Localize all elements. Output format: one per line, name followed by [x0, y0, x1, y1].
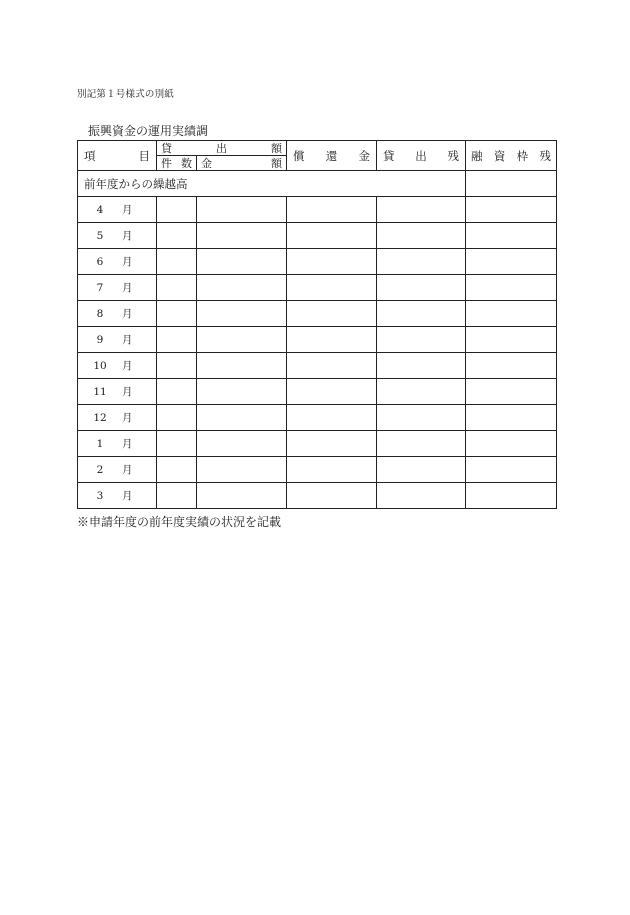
month-label-cell	[78, 197, 157, 223]
financing-balance-cell	[466, 301, 557, 327]
month-label-cell	[78, 353, 157, 379]
month-row	[78, 353, 557, 379]
amount-cell	[197, 275, 287, 301]
repayment-cell	[287, 197, 377, 223]
month-unit: 月	[122, 334, 133, 346]
loan-balance-cell	[377, 223, 466, 249]
month-label-cell	[78, 327, 157, 353]
form-reference-header: 別記第１号様式の別紙	[77, 89, 175, 100]
loan-balance-cell	[377, 483, 466, 509]
count-cell	[157, 379, 197, 405]
repayment-cell	[287, 483, 377, 509]
count-cell	[157, 405, 197, 431]
financing-balance-cell	[466, 405, 557, 431]
month-row	[78, 197, 557, 223]
month-number: 6	[96, 255, 104, 268]
header-loan-amount-char-3: 額	[271, 141, 282, 155]
amount-cell	[197, 301, 287, 327]
repayment-cell	[287, 405, 377, 431]
header-loan-amount-char-1: 貸	[161, 141, 172, 155]
repayment-cell	[287, 249, 377, 275]
table-title: 振興資金の運用実績調	[88, 124, 209, 138]
repayment-cell	[287, 353, 377, 379]
count-cell	[157, 197, 197, 223]
month-label-cell	[78, 249, 157, 275]
repayment-cell	[287, 275, 377, 301]
carryover-label: 前年度からの繰越高	[84, 176, 188, 191]
header-repayment-char-2: 還	[325, 148, 338, 163]
count-cell	[157, 457, 197, 483]
header-amount-char-2: 額	[271, 156, 282, 170]
loan-balance-cell	[377, 457, 466, 483]
repayment-cell	[287, 457, 377, 483]
month-number: 1	[96, 437, 104, 450]
month-number: 3	[96, 489, 104, 502]
header-count	[157, 156, 197, 171]
header-count-char-1: 件	[161, 156, 172, 170]
month-unit: 月	[122, 386, 133, 398]
header-item-char-1: 項	[84, 148, 96, 163]
operation-results-table	[77, 140, 557, 509]
month-row	[78, 431, 557, 457]
loan-balance-cell	[377, 301, 466, 327]
header-row	[78, 141, 557, 156]
repayment-cell	[287, 327, 377, 353]
count-cell	[157, 431, 197, 457]
month-unit: 月	[122, 412, 133, 424]
month-number: 12	[93, 411, 107, 424]
header-loan-balance-char-3: 残	[447, 148, 459, 163]
loan-balance-cell	[377, 249, 466, 275]
month-row	[78, 379, 557, 405]
amount-cell	[197, 431, 287, 457]
month-row	[78, 301, 557, 327]
month-number: 4	[96, 203, 104, 216]
header-financing-balance-char-3: 枠	[516, 148, 529, 163]
count-cell	[157, 275, 197, 301]
header-item-char-2: 目	[138, 148, 150, 163]
loan-balance-cell	[377, 327, 466, 353]
count-cell	[157, 223, 197, 249]
count-cell	[157, 327, 197, 353]
amount-cell	[197, 197, 287, 223]
repayment-cell	[287, 379, 377, 405]
header-loan-balance-char-1: 貸	[383, 148, 395, 163]
header-amount-char-1: 金	[201, 156, 212, 170]
month-number: 2	[96, 463, 104, 476]
loan-balance-cell	[377, 431, 466, 457]
header-item	[78, 141, 157, 171]
month-label-cell	[78, 457, 157, 483]
amount-cell	[197, 327, 287, 353]
header-repayment-char-1: 償	[293, 148, 305, 163]
month-unit: 月	[122, 308, 133, 320]
month-unit: 月	[122, 282, 133, 294]
header-financing-balance	[466, 141, 557, 171]
month-label-cell	[78, 405, 157, 431]
loan-balance-cell	[377, 405, 466, 431]
loan-balance-cell	[377, 275, 466, 301]
header-loan-balance-char-2: 出	[415, 148, 427, 163]
amount-cell	[197, 379, 287, 405]
amount-cell	[197, 483, 287, 509]
carryover-financing-balance-cell	[466, 171, 557, 197]
month-unit: 月	[122, 256, 133, 268]
carryover-row	[78, 171, 557, 197]
month-row	[78, 405, 557, 431]
count-cell	[157, 301, 197, 327]
month-unit: 月	[122, 490, 133, 502]
footnote: ※申請年度の前年度実績の状況を記載	[77, 515, 282, 529]
financing-balance-cell	[466, 483, 557, 509]
amount-cell	[197, 249, 287, 275]
repayment-cell	[287, 223, 377, 249]
month-label-cell	[78, 431, 157, 457]
month-label-cell	[78, 379, 157, 405]
month-label-cell	[78, 301, 157, 327]
month-unit: 月	[122, 360, 133, 372]
month-number: 7	[96, 281, 104, 294]
month-row	[78, 457, 557, 483]
month-label-cell	[78, 483, 157, 509]
carryover-label-cell	[78, 171, 466, 197]
header-financing-balance-char-2: 資	[493, 148, 506, 163]
header-repayment	[287, 141, 377, 171]
header-amount	[197, 156, 287, 171]
header-financing-balance-char-1: 融	[471, 148, 483, 163]
header-financing-balance-char-4: 残	[539, 148, 551, 163]
repayment-cell	[287, 431, 377, 457]
month-number: 10	[93, 359, 107, 372]
month-number: 11	[93, 385, 107, 398]
financing-balance-cell	[466, 379, 557, 405]
header-repayment-char-3: 金	[358, 148, 370, 163]
count-cell	[157, 249, 197, 275]
month-row	[78, 223, 557, 249]
financing-balance-cell	[466, 223, 557, 249]
amount-cell	[197, 457, 287, 483]
amount-cell	[197, 405, 287, 431]
financing-balance-cell	[466, 197, 557, 223]
financing-balance-cell	[466, 249, 557, 275]
month-row	[78, 249, 557, 275]
month-unit: 月	[122, 464, 133, 476]
month-unit: 月	[122, 438, 133, 450]
month-number: 8	[96, 307, 104, 320]
financing-balance-cell	[466, 353, 557, 379]
loan-balance-cell	[377, 197, 466, 223]
loan-balance-cell	[377, 353, 466, 379]
financing-balance-cell	[466, 327, 557, 353]
amount-cell	[197, 353, 287, 379]
month-row	[78, 275, 557, 301]
financing-balance-cell	[466, 275, 557, 301]
loan-balance-cell	[377, 379, 466, 405]
header-loan-amount	[157, 141, 287, 156]
month-label-cell	[78, 223, 157, 249]
count-cell	[157, 483, 197, 509]
month-number: 9	[96, 333, 104, 346]
month-row	[78, 327, 557, 353]
header-count-char-2: 数	[181, 156, 192, 170]
amount-cell	[197, 223, 287, 249]
header-loan-balance	[377, 141, 466, 171]
header-loan-amount-char-2: 出	[216, 141, 227, 155]
month-rows	[78, 197, 557, 509]
month-label-cell	[78, 275, 157, 301]
month-unit: 月	[122, 230, 133, 242]
count-cell	[157, 353, 197, 379]
financing-balance-cell	[466, 457, 557, 483]
month-row	[78, 483, 557, 509]
month-unit: 月	[122, 204, 133, 216]
month-number: 5	[96, 229, 104, 242]
financing-balance-cell	[466, 431, 557, 457]
repayment-cell	[287, 301, 377, 327]
